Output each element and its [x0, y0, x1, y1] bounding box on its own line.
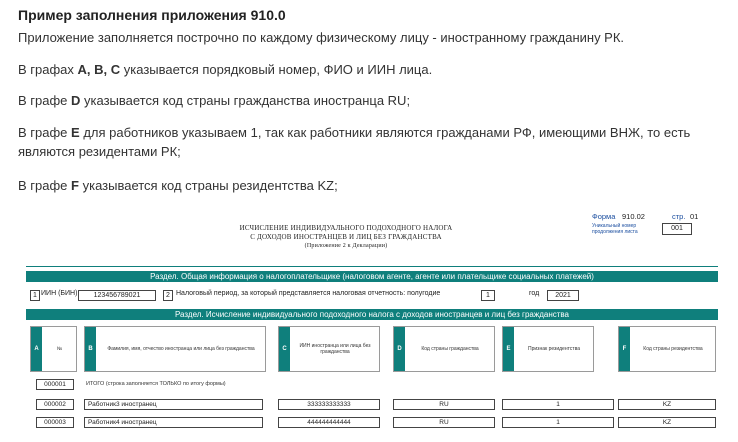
row-resident: 1	[502, 399, 614, 410]
row-resident: 1	[502, 417, 614, 428]
form-title	[206, 224, 486, 251]
column-c-header	[278, 326, 380, 372]
paragraph-f	[18, 176, 338, 195]
p2-post: указывается порядковый номер, ФИО и ИИН лица.	[120, 62, 433, 77]
field1-label: ИИН (БИН)	[41, 290, 78, 297]
year-value: 2021	[547, 290, 579, 301]
form-image	[26, 208, 718, 442]
column-e-text: Признак резидентства	[528, 346, 580, 352]
form-label: Форма	[592, 212, 616, 221]
column-b-text: Фамилия, имя, отчество иностранца или лица без гражданства	[107, 346, 255, 352]
section-calc-header: Раздел. Исчисление индивидуального подоходного налога с доходов иностранцев и лиц без гражданства	[26, 309, 718, 320]
paragraph-abc	[18, 60, 432, 79]
form-number: 910.02	[622, 212, 645, 221]
row-iin: 333333333333	[278, 399, 380, 410]
row-res-country: KZ	[618, 417, 716, 428]
year-label: год	[529, 290, 540, 297]
column-a-text: №	[56, 346, 63, 352]
column-c-letter: C	[279, 327, 290, 371]
article-title: Пример заполнения приложения 910.0	[18, 7, 286, 23]
paragraph-d	[18, 91, 410, 110]
section-general-header: Раздел. Общая информация о налогоплательщике (налоговом агенте, агенте или плательщике социальных платежей)	[26, 271, 718, 282]
continuation-label: Уникальный номер продолжения листа	[592, 223, 638, 235]
divider	[26, 266, 718, 267]
row-number: 000003	[36, 417, 74, 428]
itogo-number: 000001	[36, 379, 74, 390]
paragraph-intro: Приложение заполняется построчно по каждому физическому лицу - иностранному гражданину РК.	[18, 30, 625, 45]
row-name: Работник4 иностранец	[84, 417, 263, 428]
column-b-letter: B	[85, 327, 96, 371]
continuation-box: 001	[662, 223, 692, 235]
form-title-line2: С ДОХОДОВ ИНОСТРАНЦЕВ И ЛИЦ БЕЗ ГРАЖДАНСТВА	[250, 233, 442, 241]
column-f-text: Код страны резидентства	[643, 346, 703, 352]
paragraph-e	[18, 123, 718, 161]
p2-pre: В графах	[18, 62, 78, 77]
column-c-text: ИИН иностранца или лица без гражданства	[299, 343, 371, 355]
column-f-header	[618, 326, 716, 372]
p4-post: для работников указываем 1, так как работники являются гражданами РФ, имеющими ВНЖ, то есть являются резидентами РК;	[18, 125, 691, 159]
column-d-text: Код страны гражданства	[421, 346, 479, 352]
column-e-letter: E	[503, 327, 514, 371]
p5-post: указывается код страны резидентства KZ;	[78, 178, 338, 193]
column-a-letter: A	[31, 327, 42, 371]
p5-pre: В графе	[18, 178, 72, 193]
p5-bold: F	[71, 178, 79, 193]
p4-bold: E	[71, 125, 80, 140]
field1-number: 1	[30, 290, 40, 301]
p2-bold: A, B, C	[77, 62, 121, 77]
field2-number: 2	[163, 290, 173, 301]
p4-pre: В графе	[18, 125, 72, 140]
iin-bin-value: 123456789021	[78, 290, 156, 301]
column-b-header	[84, 326, 266, 372]
column-a-header	[30, 326, 77, 372]
page-number: 01	[690, 212, 699, 221]
p3-pre: В графе	[18, 93, 72, 108]
column-e-header	[502, 326, 594, 372]
page-label: стр.	[672, 212, 686, 221]
itogo-text: ИТОГО (строка заполняется ТОЛЬКО по итогу формы)	[86, 381, 226, 387]
p3-bold: D	[71, 93, 81, 108]
row-name: Работник3 иностранец	[84, 399, 263, 410]
row-res-country: KZ	[618, 399, 716, 410]
row-country: RU	[393, 417, 495, 428]
half-year-value: 1	[481, 290, 495, 301]
row-number: 000002	[36, 399, 74, 410]
column-f-letter: F	[619, 327, 630, 371]
field2-label: Налоговый период, за который представляется налоговая отчетность: полугодие	[176, 290, 441, 297]
row-country: RU	[393, 399, 495, 410]
column-d-letter: D	[394, 327, 405, 371]
column-d-header	[393, 326, 495, 372]
row-iin: 444444444444	[278, 417, 380, 428]
p3-post: указывается код страны гражданства иностранца RU;	[80, 93, 411, 108]
form-title-line3: (Приложение 2 к Декларации)	[304, 243, 388, 249]
form-title-line1: ИСЧИСЛЕНИЕ ИНДИВИДУАЛЬНОГО ПОДОХОДНОГО НАЛОГА	[239, 224, 453, 232]
article	[18, 6, 730, 193]
